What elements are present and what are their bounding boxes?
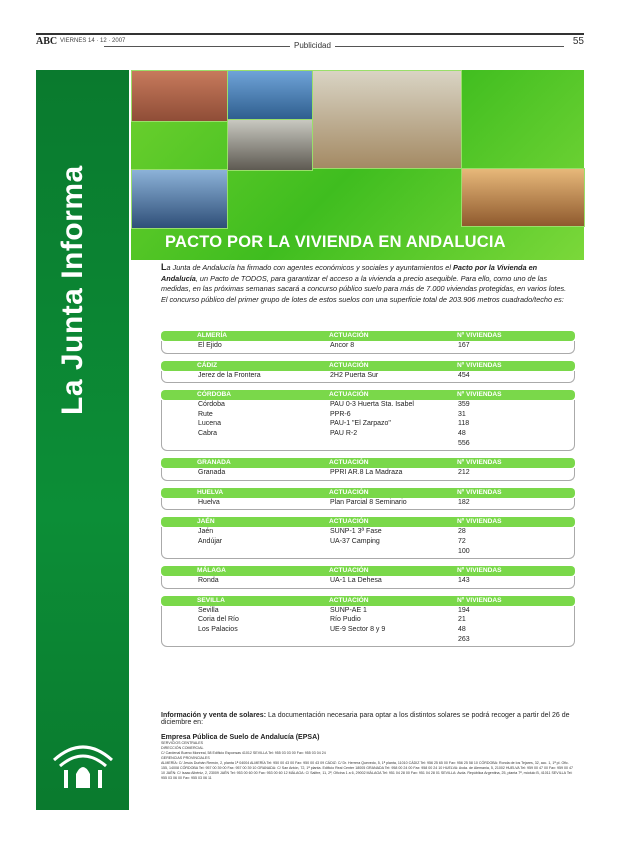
- institution-name: JUNTA DE ANDALUCIA: [40, 848, 125, 857]
- actuacion-cell: UA-37 Camping: [330, 537, 380, 545]
- actuacion-header: ACTUACIÓN: [329, 391, 369, 399]
- municipality-cell: Jerez de la Frontera: [198, 371, 261, 379]
- province-body: [161, 400, 575, 451]
- actuacion-header: ACTUACIÓN: [329, 361, 369, 369]
- province-body: [161, 527, 575, 559]
- actuacion-cell: PAU R-2: [330, 429, 358, 437]
- viviendas-cell: 48: [458, 625, 466, 633]
- province-header: [161, 488, 575, 498]
- top-rule: [36, 33, 584, 35]
- province-name: CÁDIZ: [197, 361, 218, 369]
- viviendas-header: Nº VIVIENDAS: [457, 332, 502, 339]
- municipality-cell: Jaén: [198, 528, 214, 536]
- actuacion-cell: 2H2 Puerta Sur: [330, 371, 379, 379]
- banner-title: PACTO POR LA VIVIENDA EN ANDALUCIA: [165, 233, 506, 251]
- municipality-cell: Los Palacios: [198, 625, 238, 633]
- info-label: Información y venta de solares:: [161, 712, 267, 719]
- provincial-heading: GERENCIAS PROVINCIALES: [161, 756, 210, 760]
- actuacion-header: ACTUACIÓN: [329, 488, 369, 496]
- actuacion-cell: UE-9 Sector 8 y 9: [330, 625, 386, 633]
- actuacion-header: ACTUACIÓN: [329, 567, 369, 575]
- table-row: [162, 538, 574, 548]
- viviendas-header: Nº VIVIENDAS: [457, 361, 502, 369]
- viviendas-header: Nº VIVIENDAS: [457, 567, 502, 575]
- municipality-cell: Córdoba: [198, 401, 225, 409]
- province-table: [161, 517, 575, 559]
- province-name: MÁLAGA: [197, 567, 226, 575]
- province-tables: [161, 331, 575, 654]
- province-header: [161, 361, 575, 371]
- intro-text: [161, 262, 575, 305]
- viviendas-cell: 31: [458, 410, 466, 418]
- province-name: GRANADA: [197, 459, 231, 467]
- province-body: [161, 498, 575, 511]
- central-address: C/ Cardenal Bueno Monreal, 58 Edificio Esponsas 41012 SEVILLA Tel: 955 03 03 00 Fax: 955 03 04 24: [161, 751, 326, 755]
- viviendas-cell: 359: [458, 401, 470, 409]
- page-number: 55: [572, 36, 584, 47]
- actuacion-cell: SUNP-1 3ª Fase: [330, 528, 382, 536]
- actuacion-cell: Río Pudio: [330, 616, 361, 624]
- info-text: La documentación necesaria para optar a los distintos solares se podrá recoger a partir del 26 de diciembre en:: [161, 712, 570, 726]
- issue-date: VIERNES 14 · 12 · 2007: [60, 38, 126, 44]
- viviendas-cell: 182: [458, 498, 470, 506]
- photo-city-square: [227, 70, 313, 120]
- viviendas-header: Nº VIVIENDAS: [457, 488, 502, 496]
- province-body: [161, 606, 575, 647]
- province-table: [161, 361, 575, 384]
- province-table: [161, 390, 575, 451]
- commercial-heading: DIRECCIÓN COMERCIAL: [161, 746, 204, 750]
- total-row: [162, 548, 574, 558]
- actuacion-header: ACTUACIÓN: [329, 459, 369, 467]
- municipality-cell: Sevilla: [198, 606, 219, 614]
- viviendas-header: Nº VIVIENDAS: [457, 596, 502, 604]
- province-header: [161, 596, 575, 606]
- newspaper-logo: ABC: [36, 36, 58, 47]
- intro-text-a: a Junta de Andalucía ha firmado con agentes económicos y sociales y ayuntamientos el: [166, 263, 454, 272]
- table-row: [162, 616, 574, 626]
- actuacion-header: ACTUACIÓN: [329, 518, 369, 526]
- province-name: JAÉN: [197, 518, 215, 526]
- municipality-cell: El Ejido: [198, 342, 222, 349]
- municipality-cell: Rute: [198, 410, 213, 418]
- province-table: [161, 488, 575, 511]
- table-row: [162, 430, 574, 440]
- table-row: [162, 401, 574, 411]
- province-table: [161, 596, 575, 647]
- municipality-cell: Andújar: [198, 537, 223, 545]
- total-value: 263: [458, 635, 470, 643]
- actuacion-cell: PAU 0-3 Huerta Sta. Isabel: [330, 401, 414, 409]
- actuacion-cell: PPR-6: [330, 410, 351, 418]
- viviendas-cell: 143: [458, 577, 470, 585]
- province-header: [161, 390, 575, 400]
- viviendas-header: Nº VIVIENDAS: [457, 391, 502, 399]
- province-header: [161, 458, 575, 468]
- municipality-cell: Lucena: [198, 420, 221, 428]
- vertical-title: La Junta Informa: [56, 165, 89, 415]
- actuacion-header: ACTUACIÓN: [329, 596, 369, 604]
- provincial-addresses: ALMERÍA: C/ Jesús Durbán Remón, 2, planta 1ª 04004 ALMERÍA Tel: 950 00 43 00 Fax: 950 00 43 09 CÁDIZ: C/ Dr. Herrera Quevedo, 5, 1ª planta, 11010 CÁDIZ Tel: 956 25 65 00 Fax: 956 25 58 10 CÓRDOBA: Ronda de los Tejares, 32, acc. 1, 1ª pl. Ofic. 155, 14008 CÓRDOBA Tel: 957 00 39 00 Fax: 957 00 39 10 GRANADA: C/ San Antón, 72, 1ª planta. Edificio Real Center 18005 GRANADA Tel: 958 00 24 00 Fax: 958 00 24 10 HUELVA: Avda. de Alemania, 5, 21002 HUELVA Tel: 959 00 47 00 Fax: 959 00 47 10 JAÉN: C/ Isaac Albéniz, 2, 23009 JAÉN Tel: 953 00 60 00 Fax: 953 00 60 12 MÁLAGA: C/ Salitre, 11, 2ª, Oficina 1 a 6, 29002 MÁLAGA Tel: 951 04 28 00 Fax: 951 04 28 01 SEVILLA: Avda. República Argentina, 25, planta 7ª, módulo B, 41011 SEVILLA Tel: 955 03 06 00 Fax: 955 03 06 11: [161, 761, 573, 780]
- province-table: [161, 458, 575, 481]
- viviendas-cell: 28: [458, 528, 466, 536]
- intro-paragraph-1: [161, 262, 575, 295]
- province-body: [161, 371, 575, 384]
- municipality-cell: Ronda: [198, 577, 219, 585]
- actuacion-header: ACTUACIÓN: [329, 332, 369, 339]
- table-row: [162, 411, 574, 421]
- photo-laughing-people: [461, 168, 585, 227]
- province-name: SEVILLA: [197, 596, 225, 604]
- province-header: [161, 331, 575, 341]
- municipality-cell: Granada: [198, 469, 226, 477]
- table-row: [162, 528, 574, 538]
- province-header: [161, 566, 575, 576]
- table-row: [162, 420, 574, 430]
- province-table: [161, 566, 575, 589]
- photo-banner: [131, 70, 584, 260]
- viviendas-cell: 454: [458, 371, 470, 379]
- province-table: [161, 331, 575, 354]
- actuacion-cell: PAU-1 "El Zarpazo": [330, 420, 391, 428]
- table-row: [162, 342, 574, 352]
- table-row: [162, 626, 574, 636]
- viviendas-cell: 167: [458, 342, 470, 349]
- total-value: 556: [458, 439, 470, 447]
- services-heading: SERVICIOS CENTRALES: [161, 741, 204, 745]
- total-value: 100: [458, 547, 470, 555]
- actuacion-cell: UA-1 La Dehesa: [330, 577, 382, 585]
- viviendas-cell: 48: [458, 429, 466, 437]
- province-body: [161, 468, 575, 481]
- actuacion-cell: SUNP-AE 1: [330, 606, 367, 614]
- viviendas-cell: 212: [458, 469, 470, 477]
- section-label: Publicidad: [290, 41, 335, 50]
- page-header: [36, 36, 584, 50]
- table-row: [162, 372, 574, 382]
- viviendas-cell: 21: [458, 616, 466, 624]
- table-row: [162, 577, 574, 587]
- intro-paragraph-2: El concurso público del primer grupo de lotes de estos suelos con una superficie total de 203.906 metros cuadrado/techo es:: [161, 294, 564, 304]
- actuacion-cell: PPRI AR.8 La Madraza: [330, 469, 403, 477]
- photo-train-station: [131, 169, 228, 229]
- table-row: [162, 499, 574, 509]
- photo-baby-crawling: [227, 119, 313, 171]
- province-name: ALMERÍA: [197, 332, 228, 339]
- total-row: [162, 440, 574, 450]
- municipality-cell: Coria del Río: [198, 616, 239, 624]
- photo-building: [131, 70, 228, 122]
- province-body: [161, 341, 575, 354]
- info-line: [161, 712, 575, 726]
- municipality-cell: Huelva: [198, 498, 220, 506]
- intro-text-c: , un Pacto de TODOS, para garantizar el acceso a la vivienda a precio asequible. Para ello, como uno de las medidas, en las próximas semanas sacará a concurso público suelo para más de 7.000 viviendas protegidas, en varios lotes.: [161, 273, 567, 294]
- province-header: [161, 517, 575, 527]
- total-row: [162, 636, 574, 646]
- viviendas-header: Nº VIVIENDAS: [457, 459, 502, 467]
- viviendas-header: Nº VIVIENDAS: [457, 518, 502, 526]
- company-name: Empresa Pública de Suelo de Andalucía (EPSA): [161, 734, 320, 741]
- viviendas-cell: 118: [458, 420, 470, 428]
- table-row: [162, 607, 574, 617]
- province-body: [161, 576, 575, 589]
- intro-pacto-name: Pacto por la Vivienda en Andalucía: [161, 263, 538, 283]
- actuacion-cell: Plan Parcial 8 Seminario: [330, 498, 407, 506]
- green-sidebar: [36, 70, 129, 857]
- drop-cap: L: [161, 262, 167, 272]
- viviendas-cell: 194: [458, 606, 470, 614]
- viviendas-cell: 72: [458, 537, 466, 545]
- province-name: CÓRDOBA: [197, 391, 232, 399]
- municipality-cell: Cabra: [198, 429, 218, 437]
- footer-info: [161, 712, 575, 781]
- photo-couple-moving-home: [312, 70, 462, 169]
- actuacion-cell: Ancor 8: [330, 342, 355, 349]
- province-name: HUELVA: [197, 488, 224, 496]
- junta-andalucia-emblem-icon: [50, 730, 116, 792]
- table-row: [162, 469, 574, 479]
